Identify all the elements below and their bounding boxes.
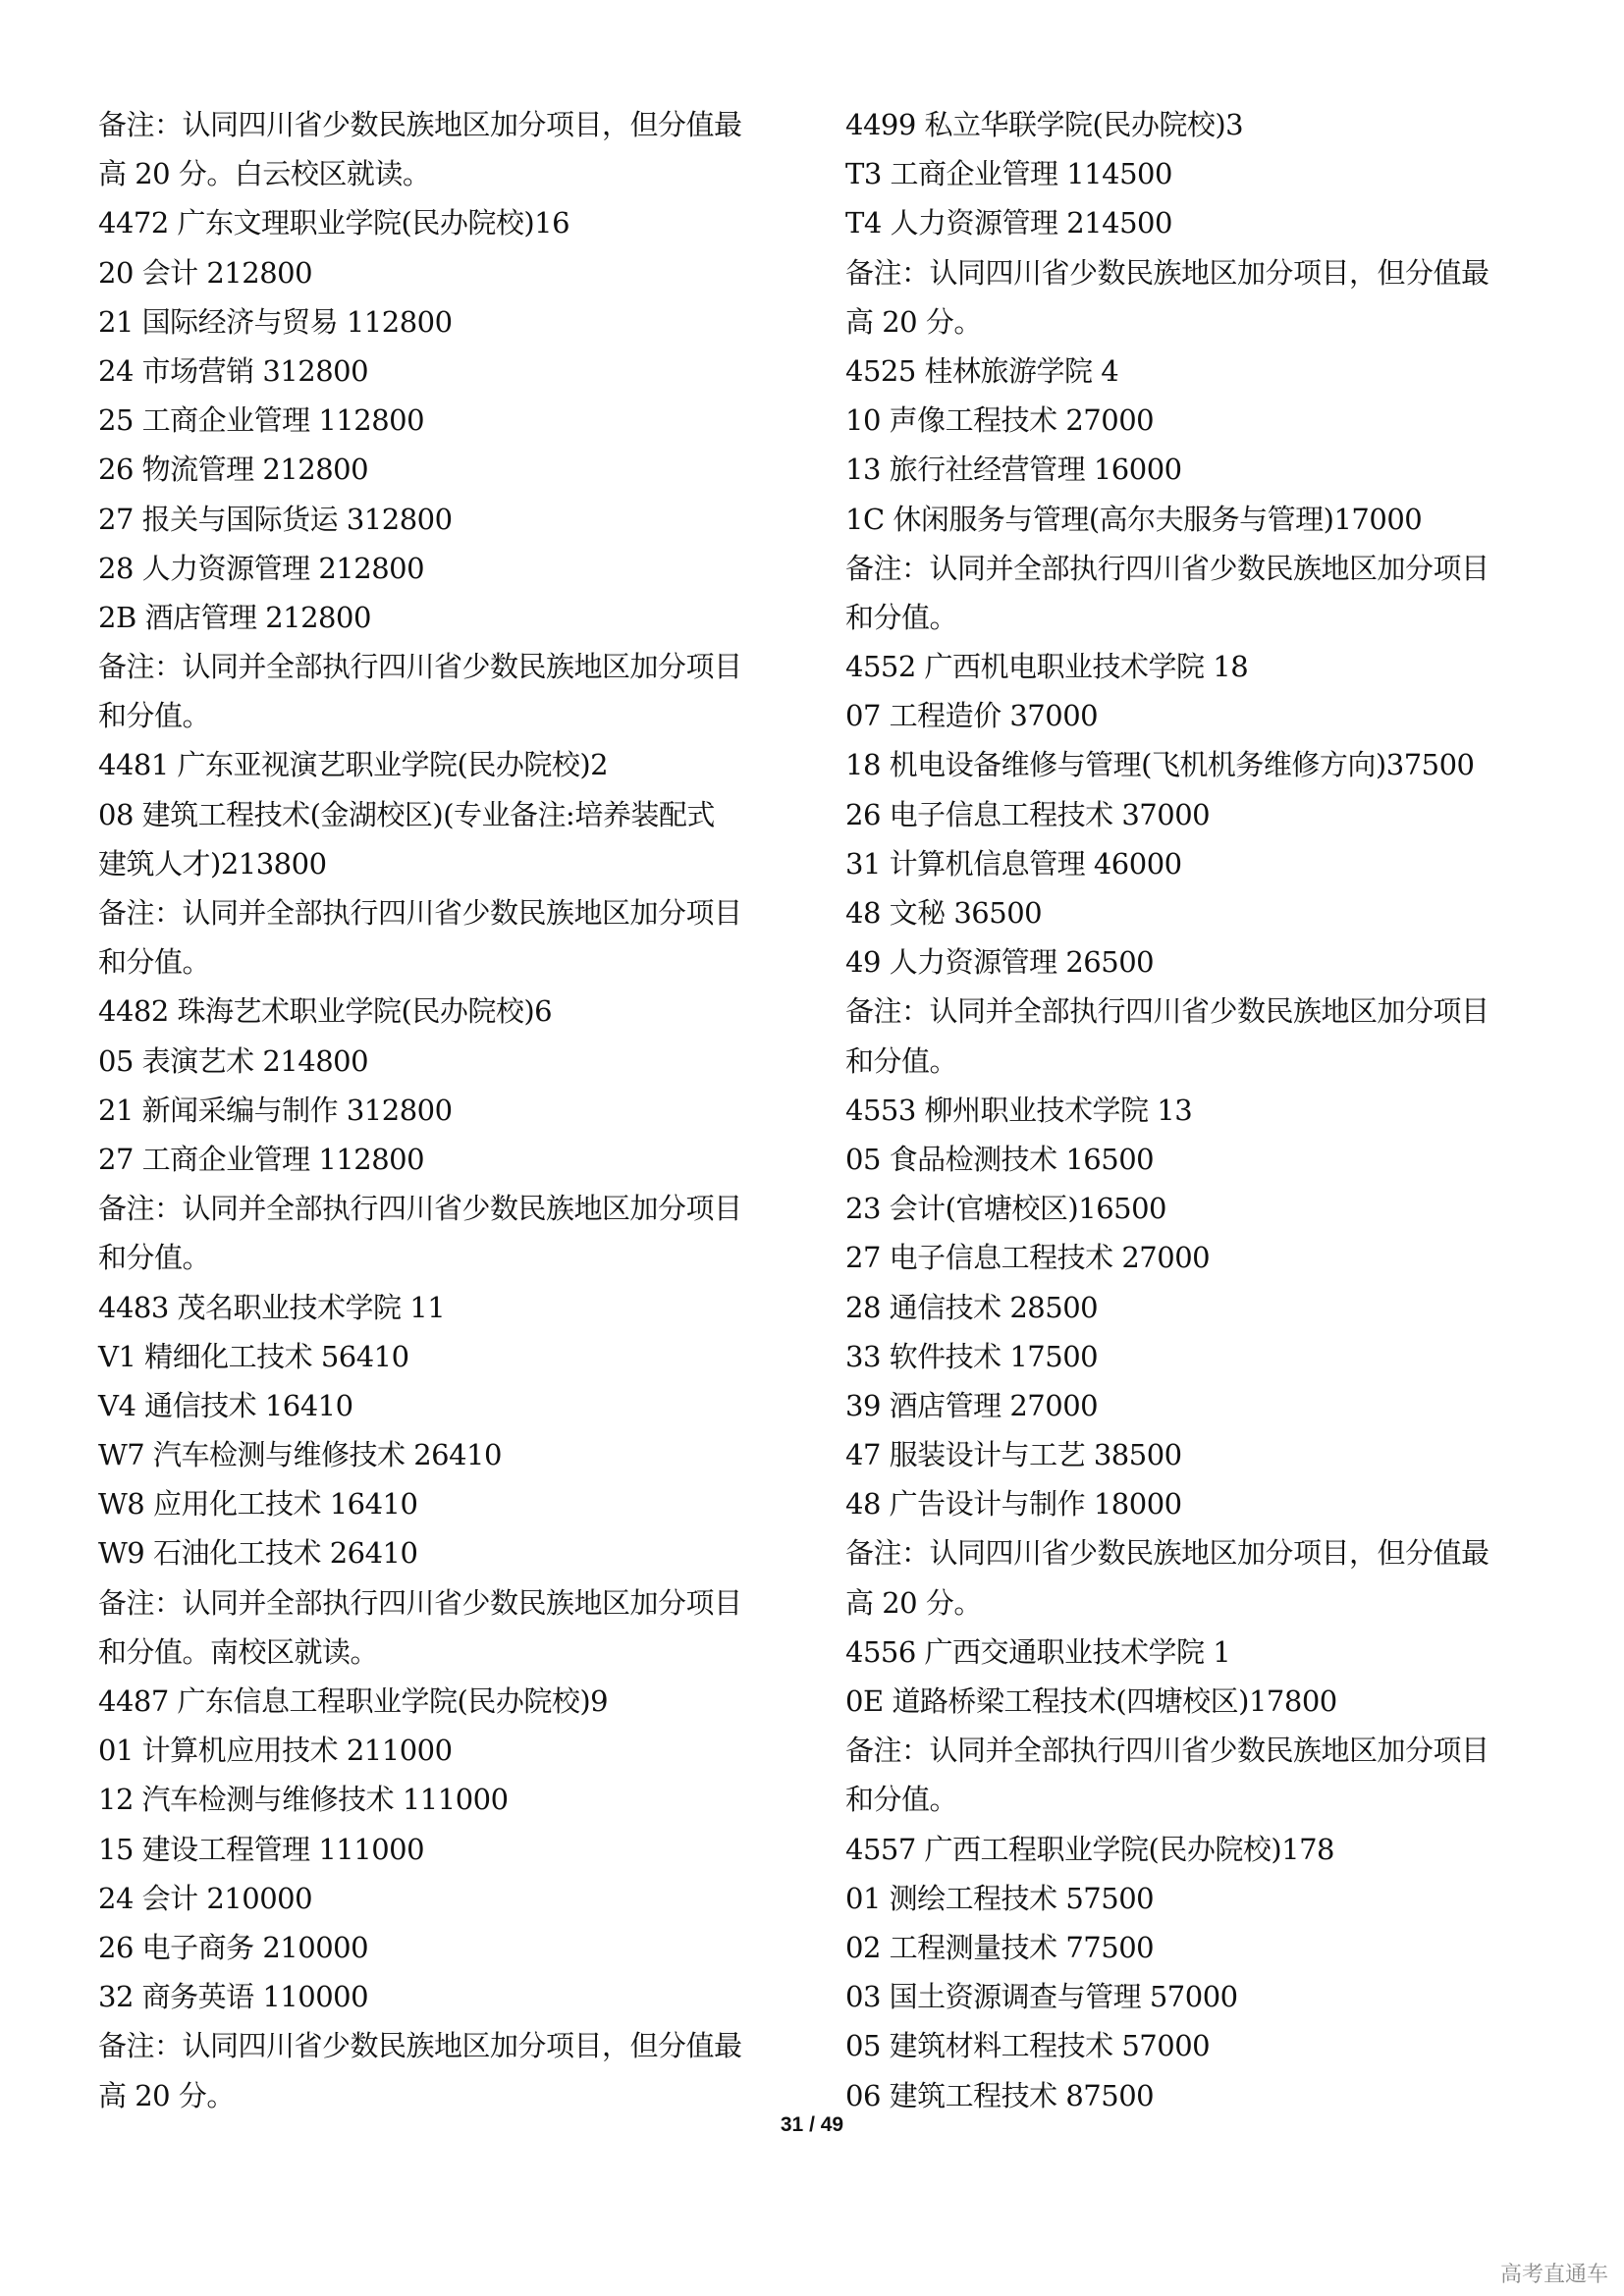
text-line: 08 建筑工程技术(金湖校区)(专业备注:培养装配式 (98, 797, 715, 831)
text-line: W7 汽车检测与维修技术 26410 (98, 1438, 502, 1472)
text-line: 15 建设工程管理 111000 (98, 1832, 425, 1866)
text-line: 建筑人才)213800 (98, 846, 327, 881)
text-line: 和分值。南校区就读。 (98, 1634, 379, 1669)
text-line: 28 人力资源管理 212800 (98, 551, 425, 585)
text-line: 47 服装设计与工艺 38500 (845, 1438, 1182, 1472)
text-line: 高 20 分。白云校区就读。 (98, 157, 431, 191)
text-line: 02 工程测量技术 77500 (845, 1930, 1155, 1964)
text-line: 26 电子信息工程技术 37000 (845, 797, 1211, 831)
text-line: 4525 桂林旅游学院 4 (845, 353, 1119, 388)
text-line: 备注：认同四川省少数民族地区加分项目，但分值最 (845, 1536, 1489, 1571)
text-line: V4 通信技术 16410 (98, 1388, 353, 1422)
text-line: 27 电子信息工程技术 27000 (845, 1241, 1211, 1275)
text-line: 27 报关与国际货运 312800 (98, 502, 453, 536)
text-line: 05 表演艺术 214800 (98, 1043, 369, 1078)
text-line: 高 20 分。 (98, 2078, 235, 2112)
text-line: 26 电子商务 210000 (98, 1930, 369, 1964)
text-line: 和分值。 (845, 1783, 958, 1817)
text-line: 4553 柳州职业技术学院 13 (845, 1093, 1193, 1127)
text-line: 49 人力资源管理 26500 (845, 945, 1155, 980)
text-line: 48 广告设计与制作 18000 (845, 1487, 1182, 1522)
text-line: 4472 广东文理职业学院(民办院校)16 (98, 206, 570, 240)
text-line: 和分值。 (845, 1043, 958, 1078)
text-line: 13 旅行社经营管理 16000 (845, 453, 1182, 487)
text-line: 和分值。 (98, 945, 211, 980)
text-line: 21 新闻采编与制作 312800 (98, 1093, 453, 1127)
text-line: 备注：认同并全部执行四川省少数民族地区加分项目 (98, 896, 742, 930)
page-number: 31 / 49 (780, 2113, 844, 2136)
text-line: 10 声像工程技术 27000 (845, 403, 1155, 438)
text-line: V1 精细化工技术 56410 (98, 1339, 409, 1373)
text-line: 4482 珠海艺术职业学院(民办院校)6 (98, 994, 553, 1029)
text-line: 48 文秘 36500 (845, 896, 1043, 930)
text-line: T3 工商企业管理 114500 (845, 157, 1172, 191)
text-line: 备注：认同并全部执行四川省少数民族地区加分项目 (98, 1192, 742, 1226)
text-line: 备注：认同并全部执行四川省少数民族地区加分项目 (845, 1734, 1489, 1768)
text-line: 备注：认同四川省少数民族地区加分项目，但分值最 (98, 108, 742, 141)
watermark-text: 高考直通车 (1499, 2263, 1608, 2287)
text-line: 33 软件技术 17500 (845, 1339, 1099, 1373)
right-column (845, 100, 1552, 2120)
text-line: 26 物流管理 212800 (98, 453, 369, 487)
text-line: 24 会计 210000 (98, 1881, 313, 1915)
text-line: 备注：认同并全部执行四川省少数民族地区加分项目 (845, 551, 1489, 585)
text-line: 4552 广西机电职业技术学院 18 (845, 650, 1249, 684)
text-line: 06 建筑工程技术 87500 (845, 2078, 1155, 2112)
text-line: 高 20 分。 (845, 304, 982, 339)
text-line: 4483 茂名职业技术学院 11 (98, 1290, 446, 1324)
text-line: 4481 广东亚视演艺职业学院(民办院校)2 (98, 748, 609, 782)
text-line: 05 建筑材料工程技术 57000 (845, 2029, 1211, 2063)
text-line: 12 汽车检测与维修技术 111000 (98, 1783, 509, 1817)
text-line: 32 商务英语 110000 (98, 1980, 369, 2014)
text-line: 和分值。 (845, 600, 958, 634)
text-line: 和分值。 (98, 1241, 211, 1275)
text-line: 28 通信技术 28500 (845, 1290, 1099, 1324)
text-line: 27 工商企业管理 112800 (98, 1142, 425, 1176)
text-line: T4 人力资源管理 214500 (845, 206, 1172, 240)
text-line: 23 会计(官塘校区)16500 (845, 1192, 1167, 1226)
text-line: 05 食品检测技术 16500 (845, 1142, 1155, 1176)
text-line: 01 测绘工程技术 57500 (845, 1881, 1155, 1915)
text-line: 31 计算机信息管理 46000 (845, 846, 1182, 881)
text-line: 07 工程造价 37000 (845, 699, 1099, 733)
text-line: 2B 酒店管理 212800 (98, 600, 371, 634)
text-line: 4499 私立华联学院(民办院校)3 (845, 108, 1244, 141)
text-line: 备注：认同四川省少数民族地区加分项目，但分值最 (845, 255, 1489, 290)
text-line: 03 国土资源调查与管理 57000 (845, 1980, 1238, 2014)
text-line: 备注：认同并全部执行四川省少数民族地区加分项目 (845, 994, 1489, 1029)
text-line: 18 机电设备维修与管理(飞机机务维修方向)37500 (845, 748, 1475, 782)
text-line: 39 酒店管理 27000 (845, 1388, 1099, 1422)
text-line: 备注：认同并全部执行四川省少数民族地区加分项目 (98, 1585, 742, 1620)
text-line: 21 国际经济与贸易 112800 (98, 304, 453, 339)
text-line: 高 20 分。 (845, 1585, 982, 1620)
text-line: 4487 广东信息工程职业学院(民办院校)9 (98, 1684, 609, 1718)
text-line: W8 应用化工技术 16410 (98, 1487, 418, 1522)
left-column (98, 100, 805, 2120)
text-line: 24 市场营销 312800 (98, 353, 369, 388)
text-line: 1C 休闲服务与管理(高尔夫服务与管理)17000 (845, 502, 1423, 536)
text-line: 4556 广西交通职业技术学院 1 (845, 1634, 1231, 1669)
text-line: 0E 道路桥梁工程技术(四塘校区)17800 (845, 1684, 1337, 1718)
text-line: 备注：认同四川省少数民族地区加分项目，但分值最 (98, 2029, 742, 2063)
text-line: 25 工商企业管理 112800 (98, 403, 425, 438)
text-line: 20 会计 212800 (98, 255, 313, 290)
text-line: W9 石油化工技术 26410 (98, 1536, 418, 1571)
text-line: 4557 广西工程职业学院(民办院校)178 (845, 1832, 1335, 1866)
text-line: 01 计算机应用技术 211000 (98, 1734, 453, 1768)
text-line: 和分值。 (98, 699, 211, 733)
text-line: 备注：认同并全部执行四川省少数民族地区加分项目 (98, 650, 742, 684)
